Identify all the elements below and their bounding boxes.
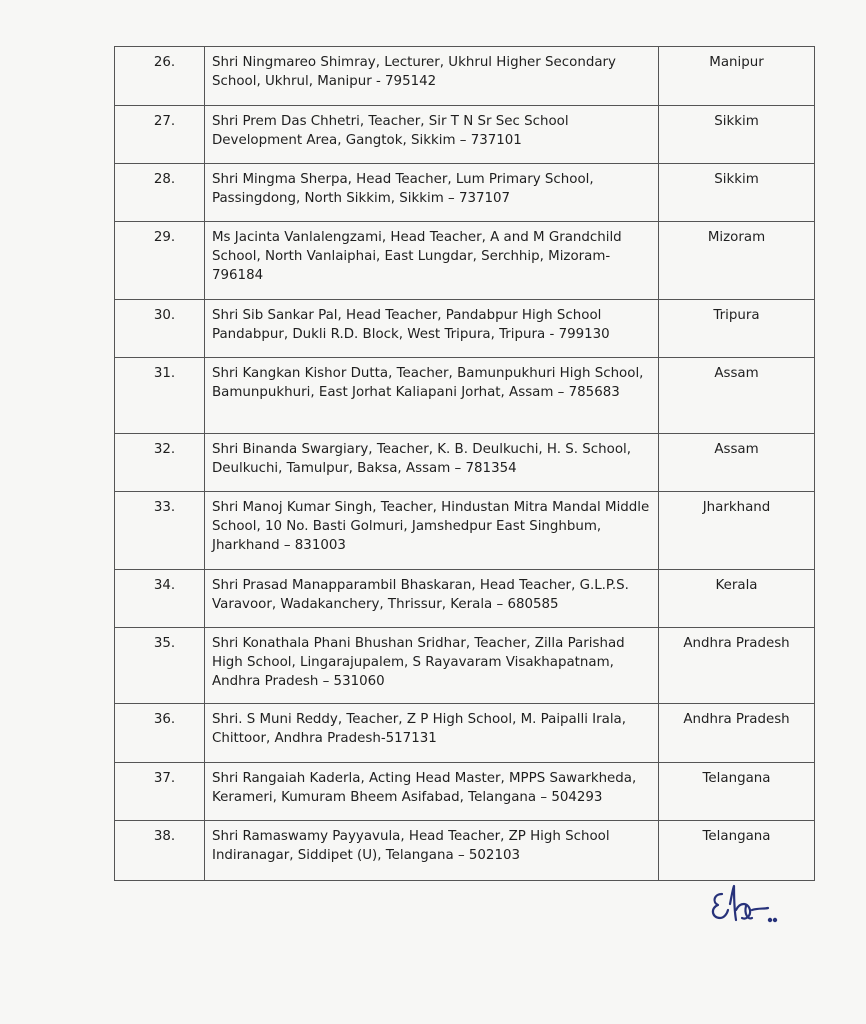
serial-number-cell (115, 47, 205, 106)
table-row (115, 358, 815, 434)
serial-number: 35. (153, 636, 176, 651)
state-cell: Andhra Pradesh (659, 704, 815, 763)
table-row (115, 47, 815, 106)
state-cell: Andhra Pradesh (659, 628, 815, 704)
serial-number-cell (115, 492, 205, 570)
serial-number-cell (115, 300, 205, 358)
table-row (115, 300, 815, 358)
state-cell: Mizoram (659, 222, 815, 300)
serial-number: 31. (153, 366, 176, 381)
state-cell: Assam (659, 434, 815, 492)
serial-number: 37. (153, 771, 176, 786)
state-cell: Tripura (659, 300, 815, 358)
serial-number: 30. (153, 308, 176, 323)
name-address-cell: Shri Mingma Sherpa, Head Teacher, Lum Primary School, Passingdong, North Sikkim, Sikkim – 737107 (205, 164, 659, 222)
name-address-cell: Shri Prem Das Chhetri, Teacher, Sir T N Sr Sec School Development Area, Gangtok, Sikkim – 737101 (205, 106, 659, 164)
serial-number: 29. (153, 230, 176, 245)
table-row (115, 570, 815, 628)
name-address-cell: Shri Kangkan Kishor Dutta, Teacher, Bamunpukhuri High School, Bamunpukhuri, East Jorhat Kaliapani Jorhat, Assam – 785683 (205, 358, 659, 434)
name-address-cell: Shri Ramaswamy Payyavula, Head Teacher, ZP High School Indiranagar, Siddipet (U), Telangana – 502103 (205, 821, 659, 881)
serial-number: 33. (153, 500, 176, 515)
name-address-cell: Shri Binanda Swargiary, Teacher, K. B. Deulkuchi, H. S. School, Deulkuchi, Tamulpur, Baksa, Assam – 781354 (205, 434, 659, 492)
state-cell: Jharkhand (659, 492, 815, 570)
awardees-table (114, 46, 815, 881)
state-cell: Telangana (659, 763, 815, 821)
state-cell: Sikkim (659, 106, 815, 164)
table-row (115, 628, 815, 704)
serial-number-cell (115, 434, 205, 492)
serial-number-cell (115, 628, 205, 704)
serial-number-cell (115, 164, 205, 222)
serial-number: 36. (153, 712, 176, 727)
serial-number-cell (115, 763, 205, 821)
name-address-cell: Shri Ningmareo Shimray, Lecturer, Ukhrul Higher Secondary School, Ukhrul, Manipur - 795142 (205, 47, 659, 106)
serial-number-cell (115, 106, 205, 164)
name-address-cell: Shri Rangaiah Kaderla, Acting Head Master, MPPS Sawarkheda, Kerameri, Kumuram Bheem Asifabad, Telangana – 504293 (205, 763, 659, 821)
serial-number: 34. (153, 578, 176, 593)
state-cell: Kerala (659, 570, 815, 628)
serial-number-cell (115, 821, 205, 881)
signature (700, 880, 800, 940)
serial-number-cell (115, 704, 205, 763)
state-cell: Manipur (659, 47, 815, 106)
state-cell: Assam (659, 358, 815, 434)
serial-number-cell (115, 358, 205, 434)
name-address-cell: Shri Prasad Manapparambil Bhaskaran, Head Teacher, G.L.P.S. Varavoor, Wadakanchery, Thrissur, Kerala – 680585 (205, 570, 659, 628)
serial-number-cell (115, 222, 205, 300)
table-row (115, 821, 815, 881)
table-row (115, 763, 815, 821)
name-address-cell: Shri. S Muni Reddy, Teacher, Z P High School, M. Paipalli Irala, Chittoor, Andhra Pradesh-517131 (205, 704, 659, 763)
serial-number: 27. (153, 114, 176, 129)
name-address-cell: Shri Sib Sankar Pal, Head Teacher, Pandabpur High School Pandabpur, Dukli R.D. Block, West Tripura, Tripura - 799130 (205, 300, 659, 358)
table-row (115, 164, 815, 222)
serial-number: 32. (153, 442, 176, 457)
table-row (115, 222, 815, 300)
state-cell: Sikkim (659, 164, 815, 222)
serial-number: 28. (153, 172, 176, 187)
table-row (115, 106, 815, 164)
name-address-cell: Shri Manoj Kumar Singh, Teacher, Hindustan Mitra Mandal Middle School, 10 No. Basti Golmuri, Jamshedpur East Singhbum, Jharkhand – 831003 (205, 492, 659, 570)
name-address-cell: Ms Jacinta Vanlalengzami, Head Teacher, A and M Grandchild School, North Vanlaiphai, East Lungdar, Serchhip, Mizoram-796184 (205, 222, 659, 300)
serial-number: 26. (153, 55, 176, 70)
table-row (115, 704, 815, 763)
table-row (115, 434, 815, 492)
signature-strokes (713, 886, 776, 921)
name-address-cell: Shri Konathala Phani Bhushan Sridhar, Teacher, Zilla Parishad High School, Lingarajupalem, S Rayavaram Visakhapatnam, Andhra Pradesh – 531060 (205, 628, 659, 704)
serial-number-cell (115, 570, 205, 628)
state-cell: Telangana (659, 821, 815, 881)
table-row (115, 492, 815, 570)
serial-number: 38. (153, 829, 176, 844)
